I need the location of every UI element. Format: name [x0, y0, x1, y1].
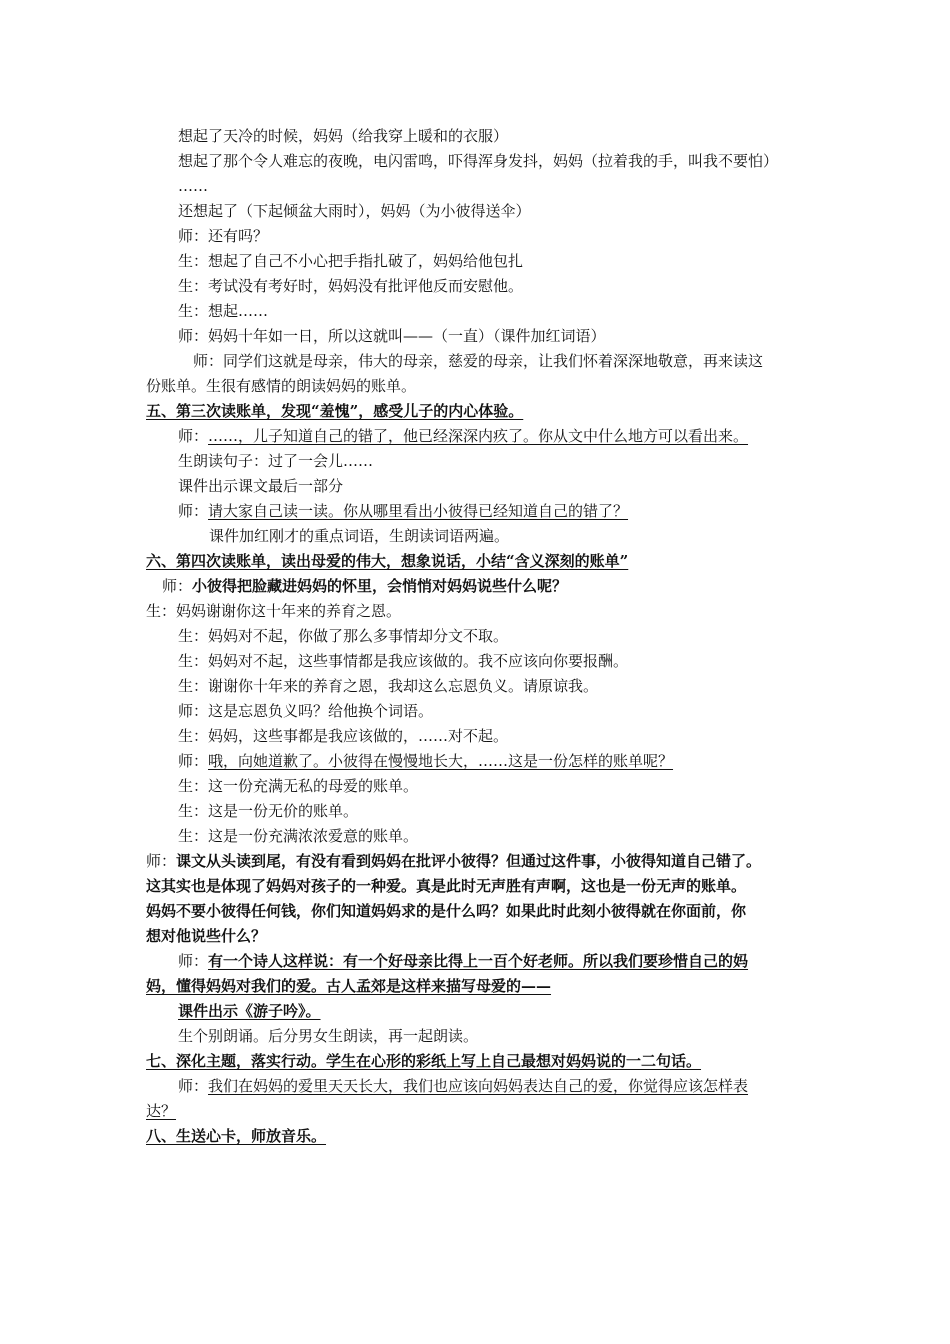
- underlined-text: 请大家自己读一读。你从哪里看出小彼得已经知道自己的错了？: [208, 502, 629, 520]
- text-line: 妈妈不要小彼得任何钱，你们知道妈妈求的是什么吗？如果此时此刻小彼得就在你面前，你: [146, 902, 747, 920]
- text-line: 师：妈妈十年如一日，所以这就叫——（一直）（课件加红词语）: [178, 327, 606, 345]
- text-line: 生：妈妈对不起，这些事情都是我应该做的。我不应该向你要报酬。: [178, 652, 629, 670]
- text-line: 生：想起了自己不小心把手指扎破了，妈妈给他包扎: [178, 252, 524, 270]
- text-line: 师：这是忘恩负义吗？给他换个词语。: [178, 702, 434, 720]
- speaker-label: 师：: [178, 952, 209, 970]
- text-line: 生个别朗诵。后分男女生朗读，再一起朗读。: [178, 1027, 479, 1045]
- text-line: 这其实也是体现了妈妈对孩子的一种爱。真是此时无声胜有声啊，这也是一份无声的账单。: [146, 877, 747, 895]
- speaker-label: 师：: [178, 427, 209, 445]
- underlined-text: 有一个诗人这样说：有一个好母亲比得上一百个好老师。所以我们要珍惜自己的妈: [208, 952, 749, 970]
- section-heading-6: 六、第四次读账单，读出母爱的伟大，想象说话，小结“含义深刻的账单”: [146, 552, 629, 570]
- text-line: 生：这一份充满无私的母爱的账单。: [178, 777, 419, 795]
- text-line: [162, 574, 567, 598]
- text-line: 达？: [146, 1102, 177, 1120]
- section-heading-5: 五、第三次读账单，发现“羞愧”，感受儿子的内心体验。: [146, 402, 524, 420]
- text-line: 妈，懂得妈妈对我们的爱。古人孟郊是这样来描写母爱的——: [146, 977, 552, 995]
- speaker-label: 师：: [178, 752, 209, 770]
- speaker-label: 师：: [178, 502, 209, 520]
- text-line: 生朗读句子：过了一会儿……: [178, 452, 374, 470]
- text-line: [178, 749, 673, 773]
- text-line: [178, 499, 628, 523]
- text-line: [178, 424, 748, 448]
- section-heading-8: 八、生送心卡，师放音乐。: [146, 1127, 327, 1145]
- speaker-label: 师：: [162, 577, 193, 595]
- text-line: 课件出示课文最后一部分: [178, 477, 344, 495]
- text-line: 生：这是一份无价的账单。: [178, 802, 359, 820]
- text-line: 师：同学们这就是母亲，伟大的母亲，慈爱的母亲，让我们怀着深深地敬意，再来读这: [193, 352, 764, 370]
- bold-text: 小彼得把脸藏进妈妈的怀里，会悄悄对妈妈说些什么呢？: [192, 577, 568, 595]
- text-line: [178, 1074, 748, 1098]
- text-line: 课件出示《游子吟》。: [178, 1002, 321, 1020]
- text-line: 生：妈妈对不起，你做了那么多事情却分文不取。: [178, 627, 509, 645]
- text-line: 师：还有吗？: [178, 227, 269, 245]
- text-line: [178, 949, 748, 973]
- text-line: 生：谢谢你十年来的养育之恩，我却这么忘恩负义。请原谅我。: [178, 677, 599, 695]
- text-line: 还想起了（下起倾盆大雨时），妈妈（为小彼得送伞）: [178, 202, 531, 220]
- text-line: 份账单。生很有感情的朗读妈妈的账单。: [146, 377, 417, 395]
- speaker-label: 师：: [146, 852, 177, 870]
- section-heading-7: 七、深化主题，落实行动。学生在心形的彩纸上写上自己最想对妈妈说的一二句话。: [146, 1052, 702, 1070]
- text-line: 课件加红刚才的重点词语，生朗读词语两遍。: [209, 527, 510, 545]
- text-line: ……: [178, 177, 208, 195]
- underlined-text: 我们在妈妈的爱里天天长大，我们也应该向妈妈表达自己的爱，你觉得应该怎样表: [208, 1077, 749, 1095]
- text-line: 想对他说些什么？: [146, 927, 267, 945]
- underlined-text: ……，儿子知道自己的错了，他已经深深内疚了。你从文中什么地方可以看出来。: [208, 427, 749, 445]
- underlined-text: 哦，向她道歉了。小彼得在慢慢地长大，……这是一份怎样的账单呢？: [208, 752, 674, 770]
- text-line: 生：妈妈谢谢你这十年来的养育之恩。: [146, 602, 402, 620]
- bold-text: 课文从头读到尾，有没有看到妈妈在批评小彼得？但通过这件事，小彼得知道自己错了。: [176, 852, 762, 870]
- text-line: 生：考试没有考好时，妈妈没有批评他反而安慰他。: [178, 277, 524, 295]
- text-line: 生：这是一份充满浓浓爱意的账单。: [178, 827, 419, 845]
- text-line: 想起了那个令人难忘的夜晚，电闪雷鸣，吓得浑身发抖，妈妈（拉着我的手，叫我不要怕）: [178, 152, 779, 170]
- text-line: 生：想起……: [178, 302, 269, 320]
- text-line: 生：妈妈，这些事都是我应该做的，……对不起。: [178, 727, 509, 745]
- text-line: 想起了天冷的时候，妈妈（给我穿上暖和的衣服）: [178, 127, 509, 145]
- text-line: [146, 849, 761, 873]
- speaker-label: 师：: [178, 1077, 209, 1095]
